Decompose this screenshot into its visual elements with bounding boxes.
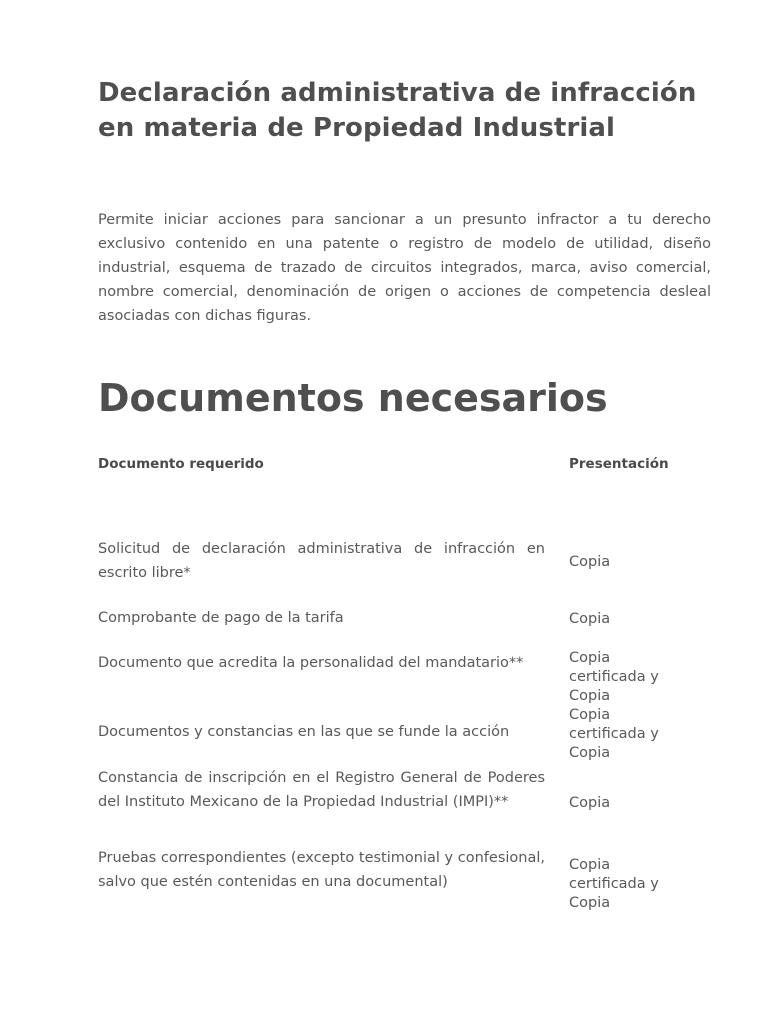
document-cell: Pruebas correspondientes (excepto testimonial y confesional, salvo que estén contenidas en una documental): [98, 850, 545, 890]
document-cell: Constancia de inscripción en el Registro General de Poderes del Instituto Mexicano de la Propiedad Industrial (IMPI)**: [98, 770, 545, 810]
column-header-document: Documento requerido: [98, 456, 264, 472]
presentation-cell: Copia certificada y Copia: [569, 707, 659, 761]
document-cell: Documento que acredita la personalidad del mandatario**: [98, 655, 524, 671]
column-header-presentation: Presentación: [569, 456, 669, 472]
document-cell: Comprobante de pago de la tarifa: [98, 610, 344, 626]
intro-paragraph: Permite iniciar acciones para sancionar a un presunto infractor a tu derecho exclusivo contenido en una patente o registro de modelo de utilidad, diseño industrial, esquema de trazado de circuitos integrados, marca, aviso comercial, nombre comercial, denominación de origen o acciones de competencia desleal asociadas con dichas figuras.: [98, 212, 711, 324]
section-title-documentos: Documentos necesarios: [98, 376, 608, 420]
page-title: Declaración administrativa de infracción en materia de Propiedad Industrial: [98, 78, 697, 143]
document-cell: Documentos y constancias en las que se funde la acción: [98, 724, 510, 740]
document-cell: Solicitud de declaración administrativa de infracción en escrito libre*: [98, 541, 545, 581]
presentation-cell: Copia certificada y Copia: [569, 650, 659, 704]
presentation-cell: Copia: [569, 611, 611, 627]
presentation-cell: Copia: [569, 554, 611, 570]
presentation-cell: Copia: [569, 795, 611, 811]
presentation-cell: Copia certificada y Copia: [569, 857, 659, 911]
